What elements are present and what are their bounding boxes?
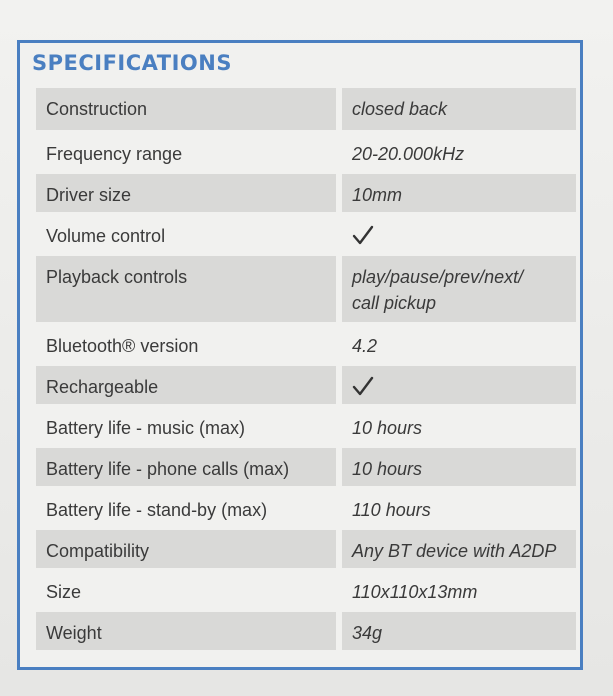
spec-label: Weight xyxy=(36,612,336,650)
spec-row xyxy=(36,325,576,363)
spec-value: play/pause/prev/next/ call pickup xyxy=(342,256,576,322)
spec-label: Rechargeable xyxy=(36,366,336,404)
spec-row xyxy=(36,530,576,568)
checkmark-icon xyxy=(352,375,374,397)
spec-label: Size xyxy=(46,582,82,602)
spec-row xyxy=(36,571,576,609)
spec-row xyxy=(36,88,576,130)
spec-label: Compatibility xyxy=(36,530,336,568)
checkmark-icon xyxy=(352,224,374,246)
spec-label: Construction xyxy=(36,88,336,130)
spec-value: closed back xyxy=(342,88,576,130)
spec-value: 10 hours xyxy=(342,448,576,486)
spec-label: Driver size xyxy=(36,174,336,212)
spec-value: 10mm xyxy=(342,174,576,212)
specifications-table xyxy=(36,88,576,653)
specifications-title: SPECIFICATIONS xyxy=(32,51,232,75)
specifications-panel xyxy=(17,40,583,670)
spec-value xyxy=(342,366,576,404)
spec-row xyxy=(36,133,576,171)
spec-label: Battery life - phone calls (max) xyxy=(36,448,336,486)
spec-value: 110 hours xyxy=(352,500,431,520)
spec-value: 20-20.000kHz xyxy=(352,144,465,164)
spec-row xyxy=(36,174,576,212)
spec-row xyxy=(36,215,576,253)
spec-label: Playback controls xyxy=(36,256,336,322)
spec-value xyxy=(342,215,576,253)
spec-value: Any BT device with A2DP xyxy=(342,530,576,568)
spec-label: Bluetooth® version xyxy=(46,336,199,356)
spec-label: Battery life - music (max) xyxy=(46,418,246,438)
spec-value: 34g xyxy=(342,612,576,650)
spec-row xyxy=(36,612,576,650)
spec-label: Battery life - stand-by (max) xyxy=(46,500,268,520)
spec-value: 110x110x13mm xyxy=(352,582,478,602)
spec-row xyxy=(36,448,576,486)
spec-value: 10 hours xyxy=(352,418,423,438)
spec-value: 4.2 xyxy=(352,336,378,356)
spec-row xyxy=(36,489,576,527)
spec-row xyxy=(36,366,576,404)
spec-label: Frequency range xyxy=(46,144,183,164)
spec-row xyxy=(36,256,576,322)
spec-row xyxy=(36,407,576,445)
spec-label: Volume control xyxy=(46,226,166,246)
